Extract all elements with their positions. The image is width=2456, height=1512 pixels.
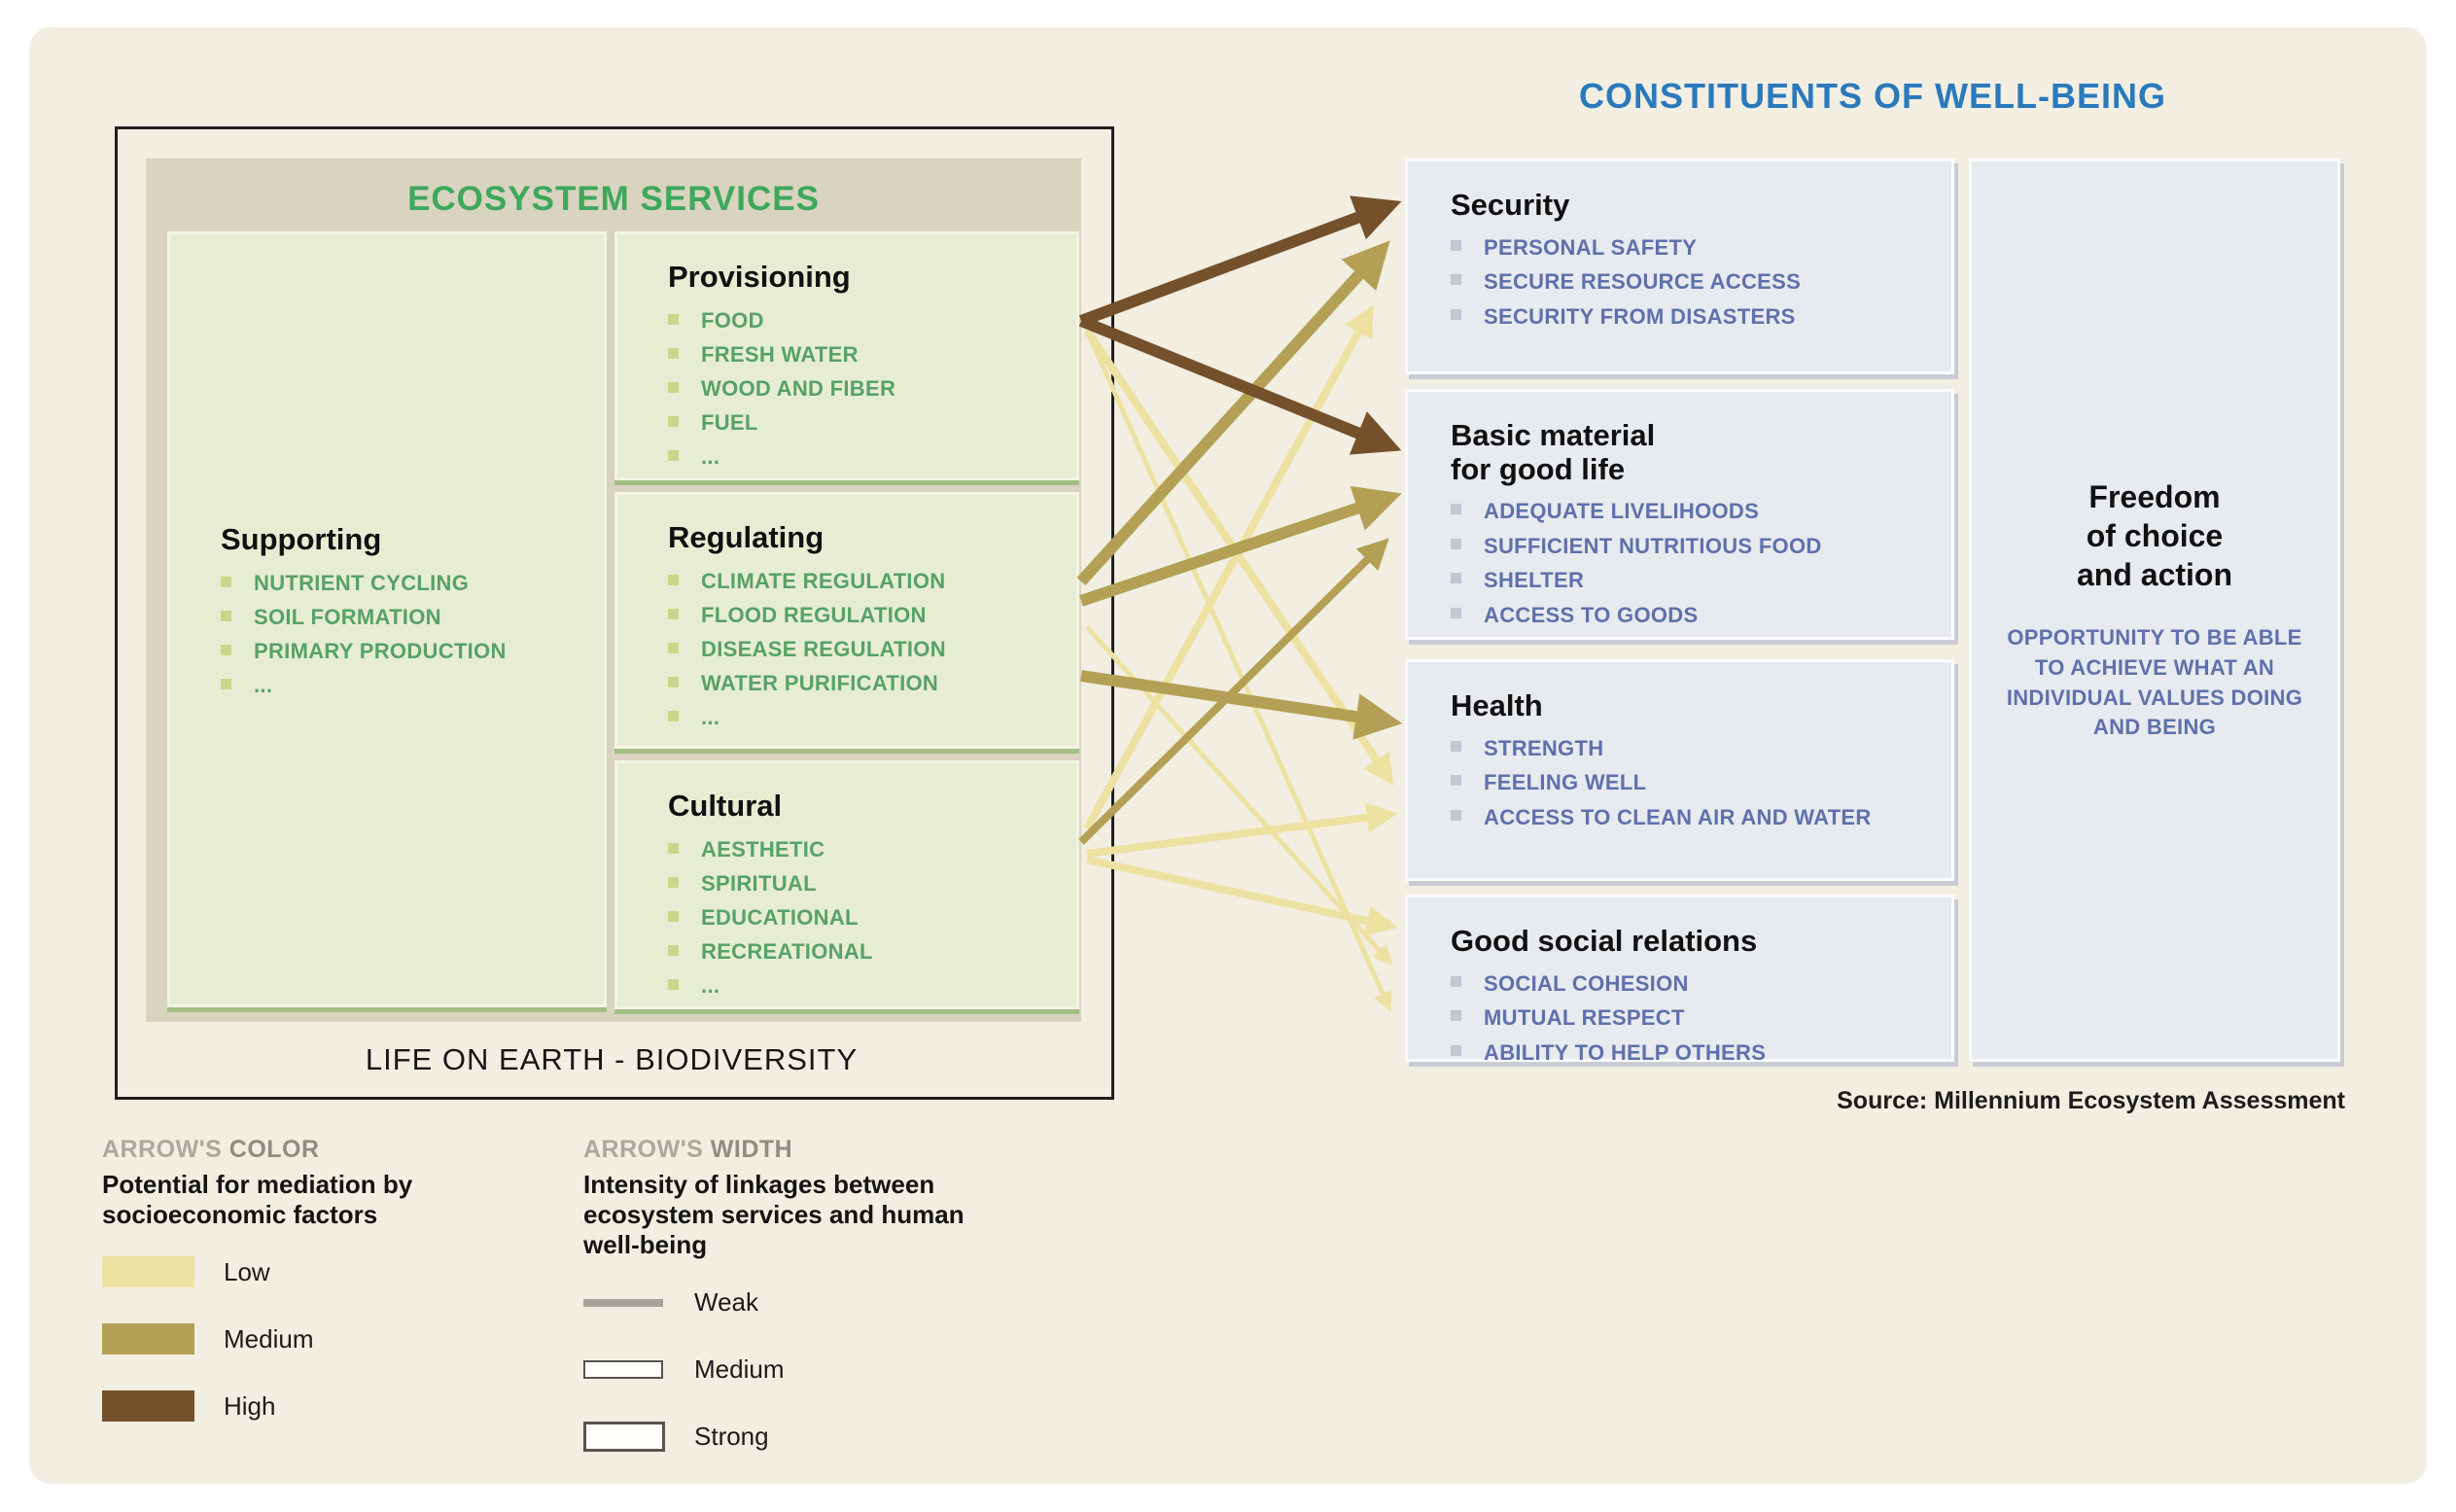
- legend-color-heading-light: ARROW'S: [102, 1136, 223, 1163]
- cultural-list: [668, 837, 1057, 999]
- security-box: [1405, 158, 1954, 374]
- bullet-square-icon: [668, 609, 679, 619]
- bullet-square-icon: [668, 711, 679, 721]
- bullet-square-icon: [668, 677, 679, 687]
- legend-color-row: [102, 1255, 559, 1288]
- legend-width-heading-light: ARROW'S: [583, 1136, 704, 1163]
- bullet-square-icon: [668, 979, 679, 990]
- wellbeing-item: ABILITY TO HELP OTHERS: [1451, 1039, 1934, 1067]
- source-attribution: Source: Millennium Ecosystem Assessment: [1837, 1087, 2345, 1114]
- legend-width-entries: [583, 1286, 1264, 1454]
- bullet-square-icon: [1451, 240, 1461, 251]
- service-item: ...: [668, 444, 1057, 470]
- wellbeing-item: STRENGTH: [1451, 735, 1934, 762]
- legend-label: Medium: [224, 1323, 314, 1354]
- freedom-box: [1969, 158, 2340, 1062]
- legend-label: Medium: [694, 1354, 785, 1385]
- color-swatch-low: [102, 1256, 194, 1287]
- service-item: ...: [668, 973, 1057, 999]
- bullet-square-icon: [668, 945, 679, 956]
- service-item: AESTHETIC: [668, 837, 1057, 862]
- bullet-square-icon: [221, 645, 231, 655]
- good-social-relations-title: Good social relations: [1451, 924, 1758, 958]
- service-item: EDUCATIONAL: [668, 905, 1057, 931]
- color-swatch-high: [102, 1390, 194, 1422]
- service-item: CLIMATE REGULATION: [668, 569, 1057, 594]
- freedom-title: Freedom of choice and action: [2076, 478, 2232, 592]
- legend-color-row: [102, 1322, 559, 1355]
- basic-material-title: Basic material for good life: [1451, 418, 1656, 486]
- regulating-list: [668, 569, 1057, 730]
- service-item: SPIRITUAL: [668, 871, 1057, 897]
- supporting-list: [221, 571, 584, 698]
- legend-width-heading-strong: WIDTH: [710, 1136, 793, 1163]
- bullet-square-icon: [668, 382, 679, 393]
- bullet-square-icon: [1451, 1045, 1461, 1056]
- bullet-square-icon: [1451, 539, 1461, 549]
- good-social-relations-box: [1405, 895, 1954, 1065]
- wellbeing-item: ADEQUATE LIVELIHOODS: [1451, 498, 1934, 525]
- regulating-box: [614, 492, 1079, 749]
- legend-width-row: [583, 1286, 1264, 1319]
- legend-label: Low: [224, 1256, 270, 1286]
- bullet-square-icon: [668, 416, 679, 427]
- service-item: ...: [668, 705, 1057, 730]
- color-swatch-medium: [102, 1323, 194, 1354]
- bullet-square-icon: [668, 450, 679, 461]
- legend-arrow-color: [102, 1136, 559, 1457]
- cultural-box: [614, 760, 1079, 1009]
- service-item: FOOD: [668, 308, 1057, 334]
- bullet-square-icon: [1451, 309, 1461, 320]
- wellbeing-item: FEELING WELL: [1451, 769, 1934, 796]
- wellbeing-item: ACCESS TO GOODS: [1451, 602, 1934, 629]
- provisioning-title: Provisioning: [668, 260, 851, 294]
- legend-label: Weak: [694, 1287, 758, 1318]
- provisioning-list: [668, 308, 1057, 470]
- service-item: FLOOD REGULATION: [668, 603, 1057, 628]
- bullet-square-icon: [668, 314, 679, 325]
- service-item: SOIL FORMATION: [221, 605, 584, 630]
- bullet-square-icon: [1451, 775, 1461, 786]
- bullet-square-icon: [668, 843, 679, 854]
- basic-material-box: [1405, 389, 1954, 640]
- security-list: [1451, 234, 1934, 331]
- bullet-square-icon: [221, 577, 231, 587]
- wellbeing-item: SOCIAL COHESION: [1451, 970, 1934, 998]
- bullet-square-icon: [1451, 274, 1461, 285]
- wellbeing-item: SECURITY FROM DISASTERS: [1451, 303, 1934, 331]
- width-sample-strong: [583, 1422, 665, 1452]
- security-title: Security: [1451, 188, 1570, 222]
- service-item: WOOD AND FIBER: [668, 376, 1057, 402]
- service-item: FUEL: [668, 410, 1057, 436]
- bullet-square-icon: [668, 877, 679, 888]
- bullet-square-icon: [668, 575, 679, 585]
- service-item: NUTRIENT CYCLING: [221, 571, 584, 596]
- legend-width-row: [583, 1354, 1264, 1387]
- wellbeing-item: SECURE RESOURCE ACCESS: [1451, 268, 1934, 296]
- bullet-square-icon: [668, 911, 679, 922]
- service-item: PRIMARY PRODUCTION: [221, 639, 584, 664]
- wellbeing-item: SUFFICIENT NUTRITIOUS FOOD: [1451, 533, 1934, 560]
- life-on-earth-label: LIFE ON EARTH - BIODIVERSITY: [365, 1042, 859, 1076]
- wellbeing-item: ACCESS TO CLEAN AIR AND WATER: [1451, 804, 1934, 831]
- wellbeing-title: CONSTITUENTS OF WELL-BEING: [1579, 76, 2166, 116]
- width-sample-medium: [583, 1360, 663, 1379]
- legend-color-heading: [102, 1136, 559, 1164]
- legend-color-row: [102, 1389, 559, 1423]
- health-list: [1451, 735, 1934, 831]
- wellbeing-item: SHELTER: [1451, 567, 1934, 594]
- bullet-square-icon: [1451, 573, 1461, 583]
- service-item: ...: [221, 673, 584, 698]
- bullet-square-icon: [668, 348, 679, 359]
- service-item: WATER PURIFICATION: [668, 671, 1057, 696]
- legend-width-subtitle: Intensity of linkages between ecosystem services and human well-being: [583, 1170, 965, 1260]
- ecosystem-services-title: ECOSYSTEM SERVICES: [407, 180, 820, 218]
- service-item: FRESH WATER: [668, 342, 1057, 368]
- legend-arrow-width: [583, 1136, 1264, 1488]
- wellbeing-item: MUTUAL RESPECT: [1451, 1004, 1934, 1032]
- bullet-square-icon: [1451, 976, 1461, 987]
- good-social-relations-list: [1451, 970, 1934, 1067]
- legend-label: High: [224, 1390, 276, 1421]
- supporting-title: Supporting: [221, 522, 382, 556]
- basic-material-list: [1451, 498, 1934, 628]
- bullet-square-icon: [1451, 1010, 1461, 1021]
- regulating-title: Regulating: [668, 520, 825, 554]
- legend-color-subtitle: Potential for mediation by socioeconomic factors: [102, 1170, 413, 1230]
- bullet-square-icon: [1451, 810, 1461, 821]
- bullet-square-icon: [1451, 504, 1461, 514]
- legend-color-heading-strong: COLOR: [228, 1136, 320, 1163]
- legend-label: Strong: [694, 1422, 769, 1452]
- width-sample-weak: [583, 1299, 663, 1307]
- supporting-box: [167, 231, 607, 1007]
- health-title: Health: [1451, 688, 1543, 722]
- bullet-square-icon: [668, 643, 679, 653]
- bullet-square-icon: [1451, 741, 1461, 752]
- wellbeing-item: PERSONAL SAFETY: [1451, 234, 1934, 262]
- provisioning-box: [614, 231, 1079, 480]
- legend-width-row: [583, 1421, 1264, 1454]
- legend-width-heading: [583, 1136, 1264, 1164]
- bullet-square-icon: [221, 611, 231, 621]
- legend-color-entries: [102, 1255, 559, 1423]
- service-item: DISEASE REGULATION: [668, 637, 1057, 662]
- service-item: RECREATIONAL: [668, 939, 1057, 965]
- bullet-square-icon: [1451, 608, 1461, 618]
- cultural-title: Cultural: [668, 789, 783, 823]
- health-box: [1405, 659, 1954, 881]
- freedom-body: OPPORTUNITY TO BE ABLE TO ACHIEVE WHAT AN INDIVIDUAL VALUES DOING AND BEING: [2006, 624, 2303, 740]
- bullet-square-icon: [221, 679, 231, 689]
